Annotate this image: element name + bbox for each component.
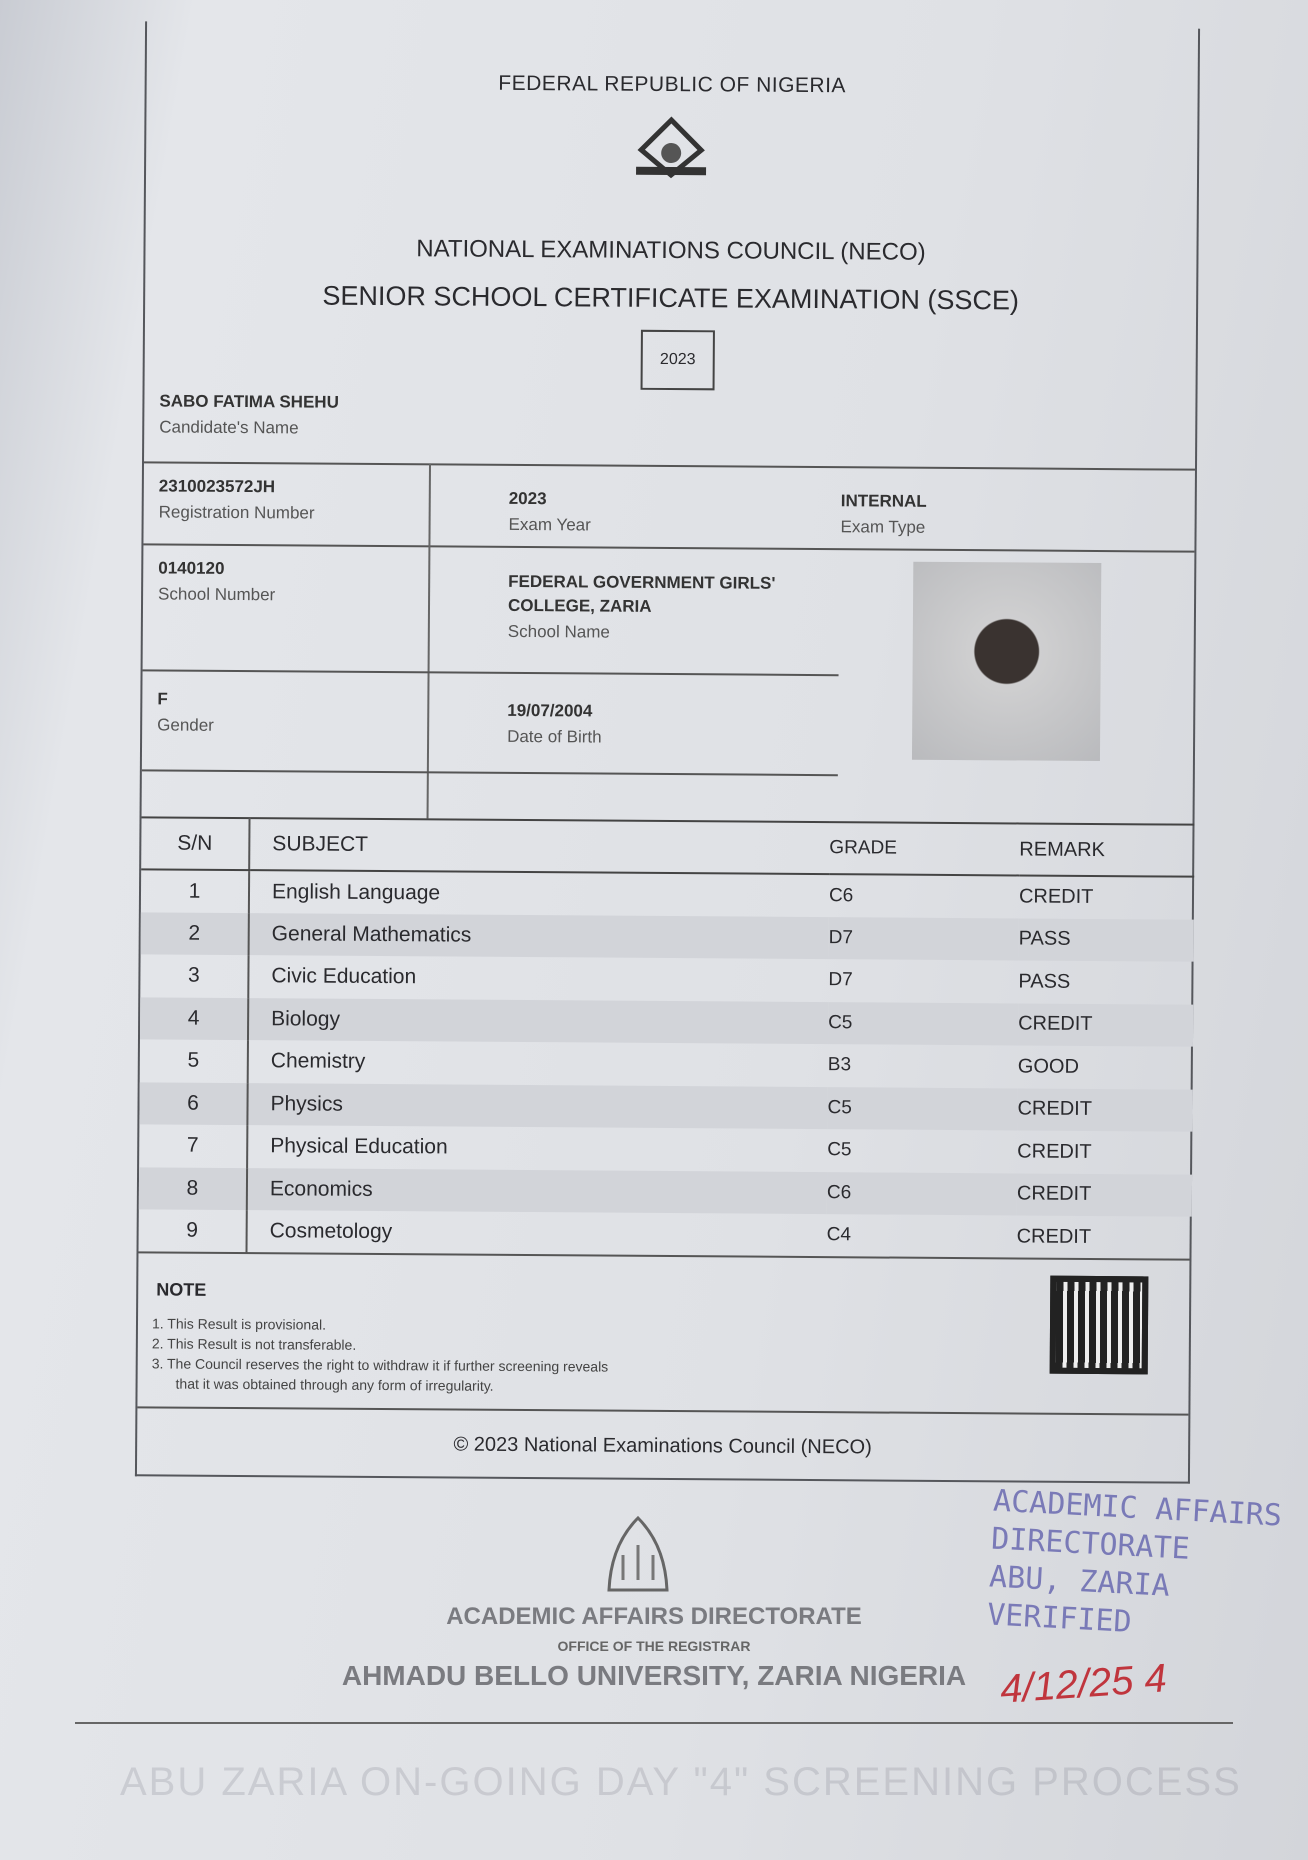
gender-label: Gender: [157, 715, 214, 735]
date-of-birth: 19/07/2004: [507, 700, 593, 721]
cell-sn: 6: [139, 1082, 247, 1125]
dob-label: Date of Birth: [507, 726, 602, 747]
cell-subject: Physics: [247, 1083, 827, 1130]
country-title: FEDERAL REPUBLIC OF NIGERIA: [498, 71, 847, 98]
header-remark: REMARK: [1019, 823, 1194, 876]
coat-of-arms-icon: [631, 115, 711, 186]
year-box: 2023: [641, 330, 715, 391]
candidate-name: SABO FATIMA SHEHU: [159, 391, 339, 412]
abu-directorate: ACADEMIC AFFAIRS DIRECTORATE: [446, 1603, 862, 1630]
cell-grade: D7: [828, 969, 853, 991]
table-row: [140, 997, 1193, 1047]
result-slip: [135, 21, 1200, 1483]
cell-remark: CREDIT: [1016, 1225, 1092, 1248]
cell-grade: C5: [827, 1087, 1017, 1131]
cell-remark: CREDIT: [1017, 1088, 1192, 1132]
council-title: NATIONAL EXAMINATIONS COUNCIL (NECO): [416, 235, 926, 266]
cell-subject: General Mathematics: [249, 913, 829, 960]
cell-subject: Chemistry: [270, 1049, 366, 1074]
registration-number: 2310023572JH: [158, 476, 276, 497]
school-name-label: School Name: [507, 621, 610, 642]
table-row: [140, 954, 1193, 1004]
cell-subject: Physical Education: [270, 1134, 448, 1159]
cell-grade: B3: [827, 1054, 852, 1076]
exam-type: INTERNAL: [840, 491, 927, 511]
cell-sn: 7: [139, 1124, 247, 1167]
cell-remark: PASS: [1018, 970, 1071, 993]
abu-office: OFFICE OF THE REGISTRAR: [557, 1638, 751, 1654]
cell-sn: 3: [140, 954, 248, 997]
cell-subject: Civic Education: [271, 964, 417, 989]
abu-university: AHMADU BELLO UNIVERSITY, ZARIA NIGERIA: [341, 1660, 967, 1691]
exam-year: 2023: [508, 488, 547, 509]
school-name-line1: FEDERAL GOVERNMENT GIRLS': [508, 571, 776, 593]
table-row: [140, 1039, 1193, 1089]
divider: [75, 1722, 1233, 1724]
note-item: 3. The Council reserves the right to withdraw it if further screening reveals: [151, 1355, 609, 1375]
note-list: [152, 1313, 609, 1396]
cell-remark: CREDIT: [1017, 1173, 1192, 1217]
table-row: [141, 912, 1194, 962]
handwritten-date: 4/12/25 4: [998, 1656, 1169, 1712]
registration-label: Registration Number: [158, 502, 315, 523]
qr-code: [1050, 1276, 1149, 1375]
cell-remark: GOOD: [1017, 1055, 1080, 1078]
cell-grade: D7: [829, 917, 1019, 961]
cell-subject: English Language: [271, 879, 441, 905]
cell-sn: 8: [139, 1167, 247, 1210]
cell-subject: Economics: [247, 1168, 827, 1215]
school-number-label: School Number: [158, 584, 276, 605]
header-subject: SUBJECT: [249, 818, 829, 874]
cell-sn: 9: [139, 1209, 247, 1252]
cell-sn: 4: [140, 997, 248, 1040]
copyright-footer: © 2023 National Examinations Council (NECO): [453, 1433, 872, 1459]
cell-grade: C4: [826, 1224, 852, 1246]
table-row: [139, 1167, 1192, 1217]
cell-grade: C6: [828, 884, 854, 907]
note-item: 1. This Result is provisional.: [151, 1315, 327, 1333]
exam-title: SENIOR SCHOOL CERTIFICATE EXAMINATION (SSCE): [322, 280, 1020, 316]
table-row: [139, 1124, 1192, 1174]
gender: F: [157, 689, 168, 709]
screening-watermark: ABU ZARIA ON-GOING DAY "4" SCREENING PROCESS: [120, 1760, 1242, 1804]
cell-grade: C6: [827, 1172, 1017, 1216]
school-number: 0140120: [158, 558, 225, 578]
cell-sn: 5: [140, 1039, 248, 1082]
cell-grade: C5: [827, 1139, 852, 1161]
abu-crest-icon: [603, 1515, 673, 1595]
verified-stamp: ACADEMIC AFFAIRS DIRECTORATE ABU, ZARIA VERIFIED: [986, 1483, 1283, 1640]
cell-remark: PASS: [1019, 918, 1194, 962]
candidate-name-label: Candidate's Name: [159, 417, 299, 438]
candidate-photo: [912, 562, 1101, 761]
header-grade: GRADE: [829, 822, 1019, 875]
cell-grade: C5: [828, 1002, 1018, 1046]
cell-remark: CREDIT: [1018, 1003, 1193, 1047]
cell-sn: 1: [141, 869, 249, 912]
school-name-line2: COLLEGE, ZARIA: [507, 595, 652, 616]
table-row: [141, 869, 1194, 919]
cell-remark: CREDIT: [1018, 885, 1094, 909]
cell-sn: 2: [141, 912, 249, 955]
table-row: [139, 1082, 1192, 1132]
note-item: that it was obtained through any form of irregularity.: [175, 1375, 494, 1394]
exam-type-label: Exam Type: [840, 517, 926, 537]
note-item: 2. This Result is not transferable.: [151, 1335, 357, 1353]
exam-year-label: Exam Year: [508, 514, 591, 535]
cell-remark: CREDIT: [1017, 1140, 1092, 1163]
cell-subject: Biology: [248, 998, 828, 1045]
cell-subject: Cosmetology: [269, 1219, 393, 1244]
note-title: NOTE: [156, 1279, 207, 1300]
results-table: [139, 816, 1195, 1259]
header-sn: S/N: [141, 817, 249, 870]
